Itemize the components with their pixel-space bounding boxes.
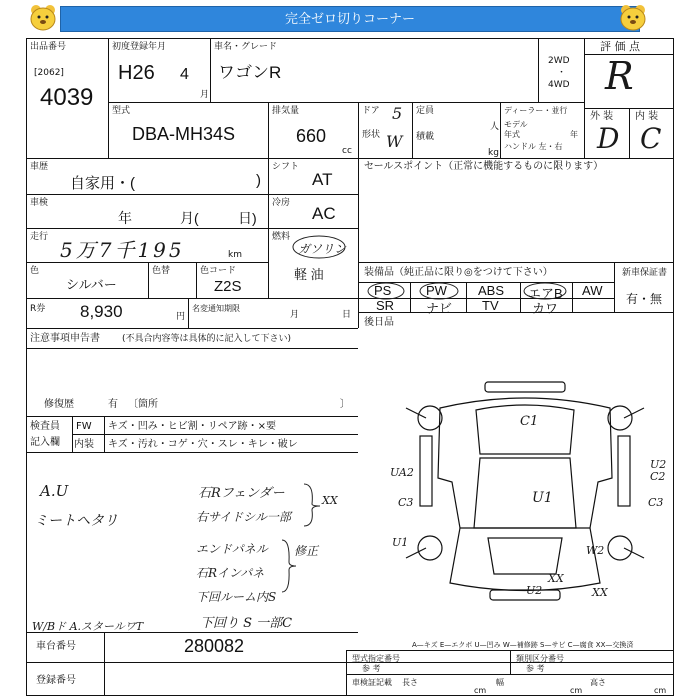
inspector-label-1: 検査員 [30, 421, 60, 432]
equip-abs: ABS [478, 283, 505, 298]
rear-seat-label: 後日品 [364, 317, 394, 328]
category-label: 類別区分番号 [516, 654, 564, 663]
repaint-label: 色替 [152, 266, 171, 276]
shift-label: シフト [272, 162, 300, 172]
displacement-value: 660 [296, 126, 327, 146]
equip-leather: カワ [532, 301, 559, 316]
first-reg-month-unit: 月 [200, 90, 210, 100]
note-wiper: W/Bド A.スタールワT [32, 620, 144, 633]
first-reg-year: H26 [118, 62, 155, 84]
chassis-label: 車台番号 [36, 641, 76, 652]
damage-legend: A—キズ E—エクボ U—凹み W—補修跡 S—サビ C—腐食 XX—交換済 [412, 641, 634, 649]
circle-mark-pw [418, 282, 460, 300]
fuel-label: 燃料 [272, 232, 291, 242]
equip-airbag: エアB [528, 286, 563, 301]
note-endpanel: エンドパネル [196, 542, 268, 556]
ac-value: AC [312, 204, 336, 223]
load-label: 積載 [416, 132, 435, 142]
notice-label: 名変通知期限 [192, 304, 240, 313]
width-unit: cm [570, 686, 583, 695]
chassis-value: 280082 [184, 636, 245, 656]
mileage-unit: km [228, 250, 242, 260]
width-label: 幅 [496, 678, 504, 687]
note-fender-xx: XX [322, 494, 338, 507]
lot-label: 出品番号 [30, 42, 67, 52]
notes-sub: (不具合内容等は具体的に記入して下さい) [122, 334, 292, 344]
notice-month: 月 [290, 310, 300, 320]
note-sill: 右サイドシル一部 [196, 510, 291, 524]
equip-sr: SR [376, 298, 395, 313]
recycle-value: 8,930 [80, 302, 123, 321]
capacity-unit: 人 [490, 122, 500, 132]
note-underbody: 下回り S 一部C [200, 616, 293, 631]
repair-place: 〔箇所 [128, 399, 158, 410]
brace-mark [300, 480, 324, 530]
repair-label: 修復歴 [44, 399, 74, 410]
history-value: 自家用・( [70, 175, 135, 192]
length-label: 長さ [402, 678, 418, 687]
lot-sub: [2062] [34, 68, 64, 78]
drive-2wd: 2WD [548, 56, 570, 66]
note-underbody-room: 下回ルーム内S [196, 590, 277, 604]
first-reg-label: 初度登録年月 [112, 42, 167, 52]
circle-mark-airbag [522, 282, 568, 300]
equip-ps: PS [374, 283, 392, 298]
mark-xx-2: XX [592, 586, 608, 599]
handle-label: ハンドル 左・右 [504, 142, 563, 151]
mark-u1: U1 [532, 490, 553, 506]
warranty-value: 有・無 [626, 292, 663, 306]
interior-check-label: 内装 [74, 439, 94, 450]
history-close: ) [256, 172, 261, 189]
notes-label: 注意事項申告書 [30, 333, 100, 344]
mark-xx-1: XX [548, 572, 564, 585]
capacity-label: 定員 [416, 106, 435, 116]
mark-u1-left: U1 [392, 536, 409, 549]
lot-number: 4039 [40, 84, 94, 111]
equip-aw: AW [582, 283, 603, 298]
circle-mark-ps [366, 282, 406, 300]
interior-value: C [640, 122, 662, 155]
doors-label: ドア [362, 106, 380, 116]
fw-items: キズ・凹み・ヒビ割・リペア跡・×要 [108, 421, 276, 432]
doors-value: 5 [392, 104, 403, 123]
equip-pw: PW [426, 283, 447, 298]
color-code-value: Z2S [214, 278, 242, 295]
inspection-day: 日) [238, 210, 257, 226]
fuel-circle-mark [290, 234, 348, 260]
interior-items: キズ・汚れ・コゲ・穴・スレ・キレ・破レ [108, 439, 298, 450]
mark-u2-right: U2 [650, 458, 667, 471]
height-unit: cm [654, 686, 667, 695]
dealer-year-label: 年式 [504, 130, 520, 139]
banner-title: 完全ゼロ切りコーナー [60, 6, 640, 32]
exterior-label: 外 装 [590, 111, 614, 122]
mileage-label: 走行 [30, 232, 49, 242]
inspection-label: 車検 [30, 198, 49, 208]
category-sub: 参 考 [526, 664, 545, 673]
exterior-value: D [597, 122, 620, 155]
note-au: A.U [40, 482, 69, 500]
mark-c3-right: C3 [648, 496, 664, 509]
inspection-month: 月( [180, 210, 199, 226]
fuel-gas: ガソリン [298, 242, 347, 256]
note-fender: 石Rフェンダー [198, 486, 285, 501]
dealer-year-unit: 年 [570, 130, 578, 139]
sales-point-label: セールスポイント（正常に機能するものに限ります） [364, 161, 604, 172]
repair-have: 有 [108, 399, 118, 410]
inspector-label-2: 記入欄 [30, 437, 60, 448]
shape-value: W [386, 132, 403, 151]
rating-value: R [605, 54, 634, 98]
brace-mark-2 [280, 536, 298, 596]
mark-ua2: UA2 [390, 466, 414, 479]
bear-icon [618, 4, 648, 32]
color-label: 色 [30, 266, 40, 276]
equip-navi: ナビ [426, 301, 453, 316]
car-name-value: ワゴンR [218, 63, 282, 82]
mileage-value: 5万7千195 [60, 238, 185, 262]
shift-value: AT [312, 170, 333, 189]
type-label: 型式指定番号 [352, 654, 400, 663]
mark-c1-top: C1 [520, 414, 539, 429]
first-reg-month: 4 [180, 66, 189, 83]
bear-icon [28, 4, 58, 32]
car-name-label: 車名・グレード [214, 42, 278, 52]
note-repaired: 修正 [294, 544, 319, 558]
mark-w2: W2 [586, 544, 605, 557]
vehicle-cert-label: 車検証記載 [352, 678, 392, 687]
note-dashboard: 石Rインパネ [196, 566, 265, 580]
displacement-unit: cc [342, 146, 352, 156]
length-unit: cm [474, 686, 487, 695]
fuel-diesel: 軽 油 [294, 267, 324, 282]
fw-label: FW [76, 421, 92, 432]
mark-c3-left: C3 [398, 496, 414, 509]
mark-c2-right: C2 [650, 470, 666, 483]
shape-label: 形状 [362, 130, 381, 140]
color-code-label: 色コード [200, 266, 237, 276]
dealer-model-label: モデル [504, 120, 528, 129]
load-unit: kg [488, 148, 499, 158]
mark-u2-bottom: U2 [526, 584, 543, 597]
note-seat: ミートヘタリ [34, 513, 118, 529]
equip-tv: TV [482, 298, 499, 313]
warranty-label: 新車保証書 [622, 268, 668, 278]
recycle-unit: 円 [176, 312, 186, 322]
displacement-label: 排気量 [272, 106, 300, 116]
history-label: 車歴 [30, 162, 49, 172]
notice-day: 日 [342, 310, 352, 320]
model-label: 型式 [112, 106, 131, 116]
interior-label: 内 装 [635, 111, 659, 122]
ac-label: 冷房 [272, 198, 291, 208]
recycle-label: R券 [30, 304, 46, 314]
type-sub: 参 考 [362, 664, 381, 673]
drive-4wd: 4WD [548, 80, 570, 90]
dealer-label: ディーラー・並行 [504, 106, 568, 115]
rating-label: 評 価 点 [600, 40, 640, 53]
model-value: DBA-MH34S [132, 124, 236, 144]
inspection-year: 年 [118, 210, 132, 226]
equipment-label: 装備品（純正品に限り◎をつけて下さい） [364, 267, 553, 278]
color-value: シルバー [66, 277, 117, 292]
height-label: 高さ [590, 678, 606, 687]
drive-dot: ・ [557, 68, 567, 78]
repair-close: 〕 [340, 399, 350, 410]
registration-label: 登録番号 [36, 675, 76, 686]
